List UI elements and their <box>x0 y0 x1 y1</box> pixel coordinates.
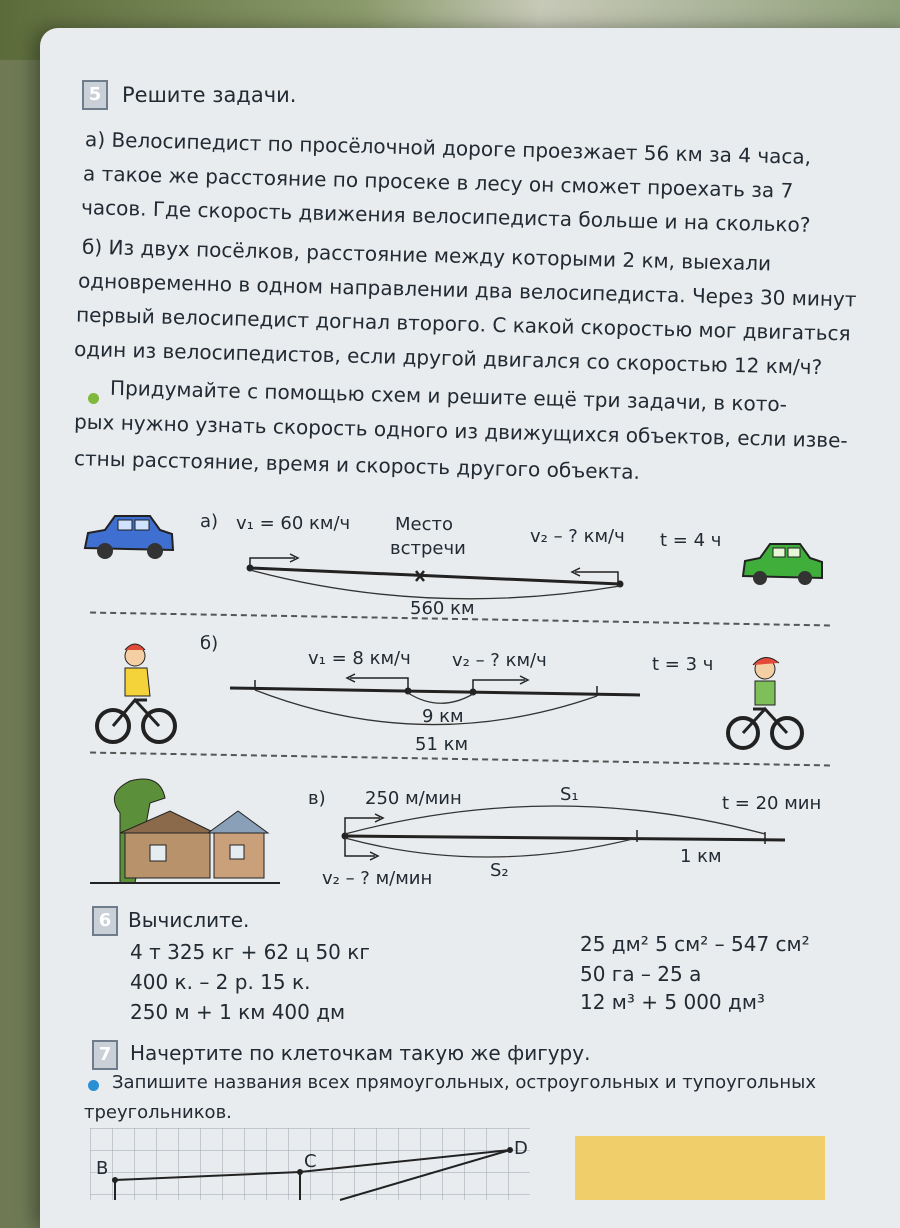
point-d-label: D <box>514 1138 528 1159</box>
scheme-a-label: а) <box>200 511 219 532</box>
task-number-6: 6 <box>92 906 118 936</box>
task-number-7: 7 <box>92 1040 118 1070</box>
scheme-a-time: t = 4 ч <box>660 530 722 551</box>
scheme-c-diagram <box>335 788 795 878</box>
task7-sub-line-1: Запишите названия всех прямоугольных, остроугольных и тупоугольных <box>112 1072 817 1093</box>
scheme-b-label: б) <box>200 633 219 654</box>
scheme-a-v1: v₁ = 60 км/ч <box>236 513 351 534</box>
scheme-b-v1: v₁ = 8 км/ч <box>308 648 411 669</box>
scheme-c-v1: 250 м/мин <box>365 788 462 809</box>
car-blue-icon <box>80 508 180 568</box>
green-bullet-icon <box>88 393 99 404</box>
extra-line-2: рых нужно узнать скорость одного из движущихся объектов, если изве- <box>73 409 848 453</box>
point-c-label: C <box>304 1151 317 1172</box>
scheme-b-v2: v₂ – ? км/ч <box>452 650 547 671</box>
scheme-c-s2: S₂ <box>490 860 509 881</box>
cyclist-red-cap-icon <box>725 653 805 753</box>
car-green-icon <box>740 536 824 591</box>
scheme-a-v2: v₂ – ? км/ч <box>530 526 625 547</box>
point-b-label: B <box>96 1158 109 1179</box>
scheme-c-label: в) <box>308 788 326 809</box>
scheme-a-distance: 560 км <box>410 598 475 619</box>
scheme-c-s1: S₁ <box>560 784 579 805</box>
task5-title: Решите задачи. <box>122 83 297 107</box>
scheme-a-meet-2: встречи <box>390 538 466 559</box>
scheme-b-time: t = 3 ч <box>652 654 714 675</box>
scheme-b-gap: 9 км <box>422 706 464 727</box>
textbook-page <box>40 28 900 1228</box>
scheme-c-v2: v₂ – ? м/мин <box>322 868 433 889</box>
task6-right-2: 50 га – 25 а <box>580 962 702 986</box>
task7-sub-line-2: треугольников. <box>84 1102 232 1123</box>
extra-line-1: Придумайте с помощью схем и решите ещё три задачи, в кото- <box>109 375 788 417</box>
task5a-line-2: а такое же расстояние по просеке в лесу он сможет проехать за 7 <box>82 161 794 203</box>
task5b-line-2: одновременно в одном направлении два велосипедиста. Через 30 минут <box>77 268 857 312</box>
task6-right-3: 12 м³ + 5 000 дм³ <box>580 990 765 1014</box>
scheme-c-gap: 1 км <box>680 846 722 867</box>
task-number-5: 5 <box>82 80 108 110</box>
task7-title: Начертите по клеточкам такую же фигуру. <box>130 1041 591 1065</box>
cyclist-yellow-icon <box>95 638 175 748</box>
blue-bullet-icon <box>88 1080 99 1091</box>
task5b-line-3: первый велосипедист догнал второго. С какой скоростью мог двигаться <box>75 302 851 346</box>
scheme-c-time: t = 20 мин <box>722 793 822 814</box>
scheme-a-meet-1: Место <box>395 514 453 535</box>
scheme-b-distance: 51 км <box>415 734 469 755</box>
task6-left-1: 4 т 325 кг + 62 ц 50 кг <box>130 940 370 964</box>
task6-title: Вычислите. <box>128 908 250 932</box>
task6-right-1: 25 дм² 5 см² – 547 см² <box>580 932 810 956</box>
task5b-line-4: один из велосипедистов, если другой двигался со скоростью 12 км/ч? <box>73 336 823 380</box>
yellow-picture-corner <box>575 1136 825 1200</box>
village-houses-icon <box>90 773 280 888</box>
task5a-line-3: часов. Где скорость движения велосипедиста больше и на сколько? <box>80 195 811 237</box>
task5a-line-1: а) Велосипедист по просёлочной дороге проезжает 56 км за 4 часа, <box>84 127 812 169</box>
task6-left-2: 400 к. – 2 р. 15 к. <box>130 970 311 994</box>
task6-left-3: 250 м + 1 км 400 дм <box>130 1000 346 1024</box>
task5b-line-1: б) Из двух посёлков, расстояние между которыми 2 км, выехали <box>81 234 772 276</box>
extra-line-3: стны расстояние, время и скорость другого объекта. <box>73 446 641 484</box>
